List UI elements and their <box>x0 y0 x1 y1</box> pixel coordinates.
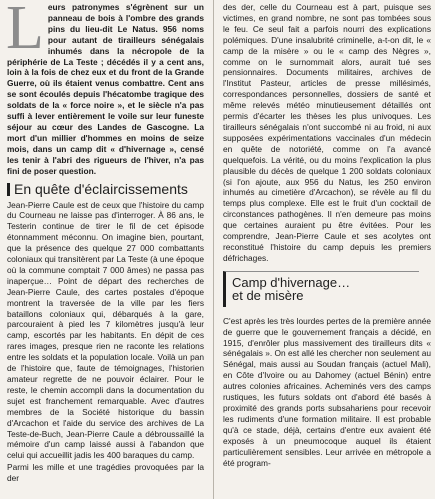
body-paragraph: Jean-Pierre Caule est de ceux que l'histoire du camp du Courneau ne laisse pas d'interroger. À 86 ans, le Testerin continue de tirer le fil de cet épisode étonnamment méconnu. On imagine bien, pourtant, que la présence des quelque 27 000 combattants coloniaux qui transitèrent par La Teste (à une époque où la commune comptait 7 000 âmes) ne passa pas inaperçue… Point de départ des recherches de Jean-Pierre Caule, des cartes postales d'époque montrent la traversée de la ville par les fiers bataillons coloniaux qui, débarqués à la gare, parcouraient à pied les 7 kilomètres jusqu'à leur camp, escortés par les habitants. En dépit de ces rares images, presque rien ne raconte les relations entre les soldats et la population locale. Voilà un pan de l'histoire que, faute de témoignages, l'historien amateur regrette de ne pouvoir éclairer. Pour le reste, le chemin accompli dans la documentation du sujet est franchement remarquable. Avec d'autres membres de la Société historique du bassin d'Arcachon et l'aide du service des archives de La Teste-de-Buch, Jean-Pierre Caule a débroussaillé la mémoire d'un camp laissé aussi à l'abandon que celui qui accueillit jadis les 400 baraques du camp. <box>7 199 204 461</box>
body-paragraph: Parmi les mille et une tragédies provoquées par la der <box>7 462 204 484</box>
intro-paragraph: eurs patronymes s'égrènent sur un panneau de bois à l'ombre des grands pins du lieu-dit Le Natus. 956 noms pour autant de tirailleurs sénégalais inhumés dans la nécropole de la périphérie de La Teste ; décédés il y a cent ans, loin à la fois de chez eux et du front de la Grande Guerre, où ils étaient venus combattre. Cent ans se sont écoulés depuis l'hécatombe tragique des soldats de la « force noire », et le siècle n'a pas suffi à lever entièrement le voile sur leur funeste séjour au cœur des Landes de Gascogne. La mort d'un millier d'hommes en moins de seize mois, dans un camp dit « d'hivernage », censé les tenir à l'abri des rigueurs de l'hiver, n'a pas fini de poser question. <box>7 2 204 176</box>
article-intro <box>7 2 204 177</box>
body-paragraph: C'est après les très lourdes pertes de la première année de guerre que le gouvernement français a décidé, en 1915, d'enrôler plus massivement des tirailleurs dits « sénégalais ». On est allé les chercher non seulement au Sénégal, mais aussi au Soudan français (actuel Mali), en Côte d'Ivoire ou au Dahomey (actuel Bénin) entre autres colonies africaines. Acheminés vers des camps rustiques, les futurs soldats ont d'abord été basés à proximité des grands ports subsahariens pour recevoir les rudiments d'une formation militaire. Il est probable qu'à ce stade, déjà, certains d'entre eux avaient été exposés à un pneumocoque auquel ils étaient particulièrement sensibles. Leur arrivée en métropole a été program- <box>223 315 431 468</box>
drop-cap: L <box>6 0 44 62</box>
subheading-eclaircissements <box>7 182 204 196</box>
column-divider <box>213 0 214 499</box>
subheading-line-2: et de misère <box>232 287 304 303</box>
body-paragraph: des der, celle du Courneau est à part, puisque ses victimes, en grand nombre, ne sont pas tombées sous le feu. Ce seul fait a parfois nourri des explications polémiques. D'une insalubrité criminelle, a-t-on dit, le « camp de la misère » ou le « camp des Nègres », comme on le surnommait alors, aurait tué ses pensionnaires. Documents militaires, archives de l'Institut Pasteur, articles de presse millésimés, correspondances personnelles, dossiers de santé et même relevés météo minutieusement détaillés ont permis d'écarter les thèses les plus univoques. Les tirailleurs sénégalais n'ont succombé ni au froid, ni aux supposées expérimentations vaccinales d'un médecin en quête de notoriété, comme on l'a avancé quelquefois. La vérité, ou du moins l'explication la plus plausible du décès de quelque 1 200 soldats coloniaux (si l'on ajoute, aux 956 du Natus, les 250 environ inhumés au cimetière d'Arcachon), se révèle au fil du temps plus complexe. Elle est le fruit d'un cocktail de circonstances pathogènes. Il n'en demeure pas moins que certaines auraient pu être évitées. Pour les comprendre, Jean-Pierre Caule et ses acolytes ont reconstitué l'histoire du camp depuis les premiers défrichages. <box>223 2 431 263</box>
subheading-line-1: Camp d'hivernage… <box>232 274 351 290</box>
right-column <box>219 0 435 468</box>
subheading-bar <box>7 183 10 196</box>
left-column <box>0 0 208 484</box>
subheading-camp-hivernage <box>223 271 419 307</box>
subheading-text: En quête d'éclaircissements <box>14 180 188 197</box>
